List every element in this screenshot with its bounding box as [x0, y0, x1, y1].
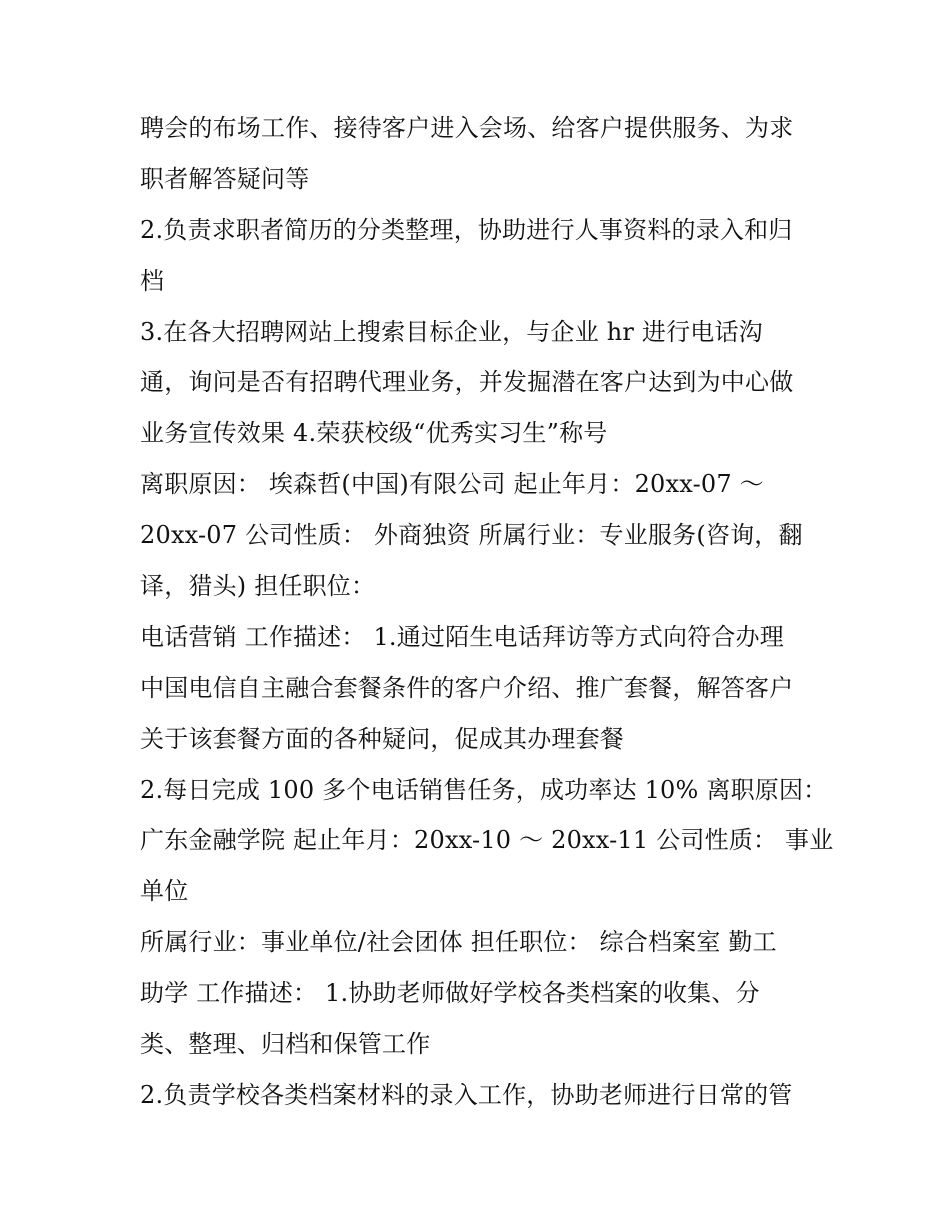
- text-line: 20xx-07 公司性质： 外商独资 所属行业：专业服务(咨询，翻: [140, 521, 803, 550]
- text-line: 职者解答疑问等: [140, 164, 310, 193]
- text-line: 所属行业：事业单位/社会团体 担任职位： 综合档案室 勤工: [140, 928, 777, 957]
- text-line: 通，询问是否有招聘代理业务，并发掘潜在客户达到为中心做: [140, 368, 794, 397]
- text-line: 译，猎头) 担任职位：: [140, 572, 376, 601]
- text-line: 业务宣传效果 4.荣获校级“优秀实习生”称号: [140, 419, 608, 448]
- text-line: 2.负责求职者简历的分类整理，协助进行人事资料的录入和归: [140, 215, 793, 244]
- text-line: 离职原因： 埃森哲(中国)有限公司 起止年月：20xx-07 ～: [140, 470, 764, 499]
- text-line: 关于该套餐方面的各种疑问，促成其办理套餐: [140, 724, 624, 753]
- text-line: 助学 工作描述： 1.协助老师做好学校各类档案的收集、分: [140, 979, 760, 1008]
- text-line: 类、整理、归档和保管工作: [140, 1030, 431, 1059]
- text-line: 2.负责学校各类档案材料的录入工作，协助老师进行日常的管: [140, 1080, 793, 1109]
- text-line: 电话营销 工作描述： 1.通过陌生电话拜访等方式向符合办理: [140, 622, 784, 651]
- text-line: 单位: [140, 877, 189, 906]
- text-line: 中国电信自主融合套餐条件的客户介绍、推广套餐，解答客户: [140, 673, 794, 702]
- text-line: 3.在各大招聘网站上搜索目标企业，与企业 hr 进行电话沟: [140, 317, 763, 346]
- text-line: 2.每日完成 100 多个电话销售任务，成功率达 10% 离职原因：: [140, 775, 828, 804]
- text-line: 广东金融学院 起止年月：20xx-10 ～ 20xx-11 公司性质： 事业: [140, 826, 834, 855]
- text-line: 聘会的布场工作、接待客户进入会场、给客户提供服务、为求: [140, 114, 794, 142]
- document-body: [140, 103, 834, 1121]
- text-line: 档: [140, 266, 165, 295]
